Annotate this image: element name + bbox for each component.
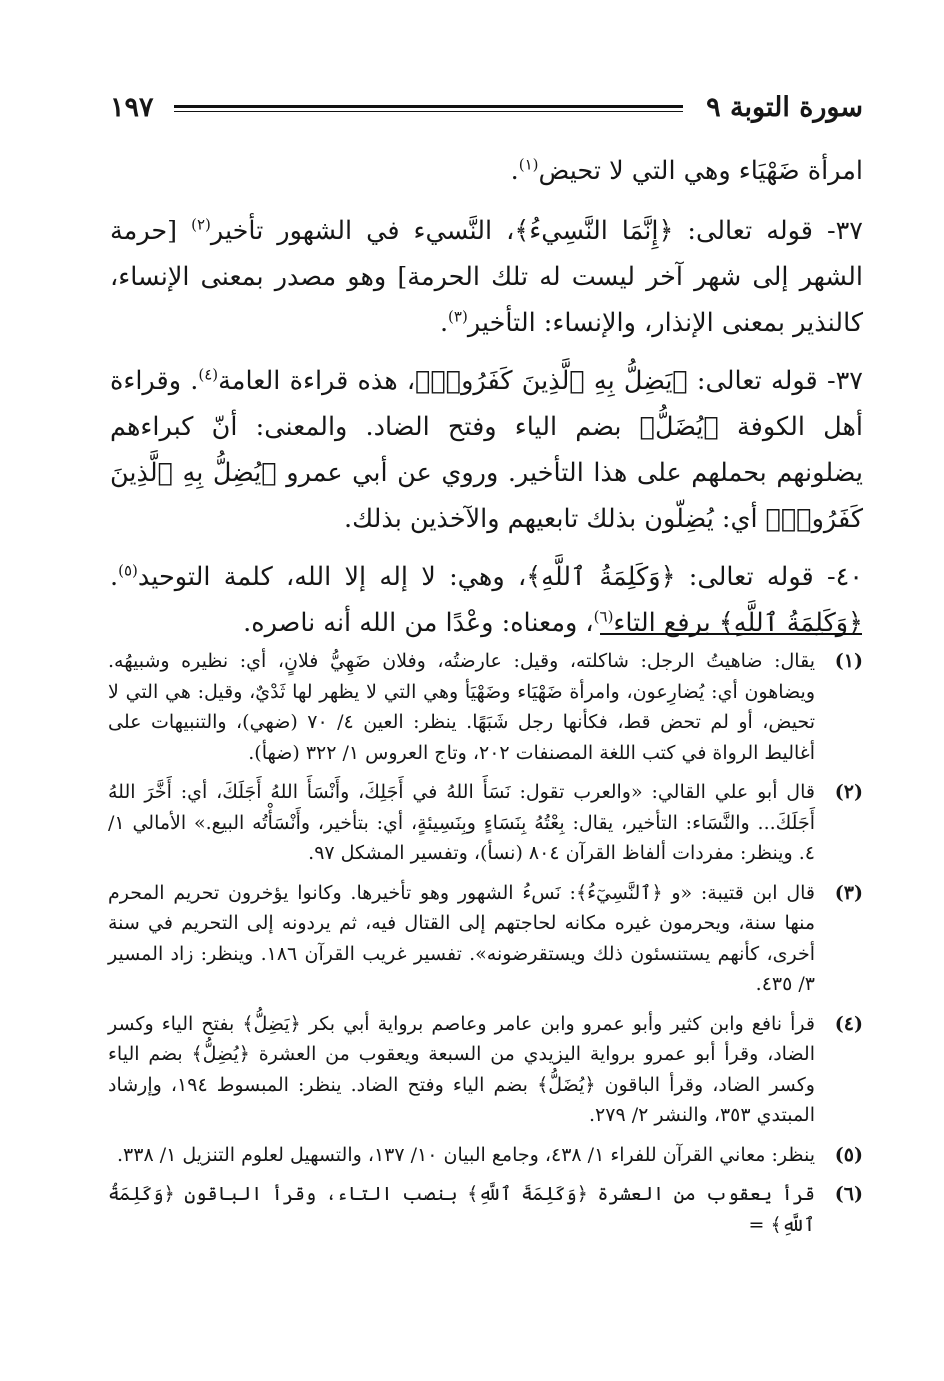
main-text bbox=[110, 148, 863, 646]
page-number: ١٩٧ bbox=[110, 92, 154, 123]
header-rule-thin bbox=[174, 111, 683, 112]
footnote-marker: (٢) bbox=[191, 215, 211, 234]
footnote-marker: (٣) bbox=[448, 307, 468, 326]
footnote-number: (٣) bbox=[834, 881, 863, 904]
page-header bbox=[110, 86, 863, 132]
footnote-3 bbox=[108, 878, 863, 1000]
footnote-text: ينظر: معاني القرآن للفراء ١/ ٤٣٨، وجامع البيان ١٠/ ١٣٧، والتسهيل لعلوم التنزيل ١/ ٣٣٨. bbox=[117, 1143, 815, 1166]
paragraph-4: ٤٠- قوله تعالى: ﴿وَكَلِمَةُ ٱللَّهِ﴾، وهي: لا إله إلا الله، كلمة التوحيد$^{(٥)}$. ﴿وَكَلِمَةُ ٱللَّهِ﴾ برفع التاء$^{(٦)}$، ومعناه: وعْدًا من الله أنه ناصره. bbox=[110, 561, 863, 638]
header-rule bbox=[174, 105, 683, 108]
footnote-2 bbox=[108, 777, 863, 869]
footnote-6 bbox=[108, 1179, 863, 1240]
footnote-5 bbox=[108, 1140, 863, 1171]
footnote-number: (٢) bbox=[834, 781, 863, 803]
footnote-marker: (٥) bbox=[118, 561, 138, 580]
footnote-1 bbox=[108, 646, 863, 768]
paragraph-1: امرأة ضَهْيَاء وهي التي لا تحيض$^{(١)}$. bbox=[510, 155, 863, 186]
footnote-marker: (٦) bbox=[593, 607, 614, 626]
footnote-text: قال ابن قتيبة: «و ﴿ٱلنَّسِيٓءُ﴾: نَسءُ الشهور وهو تأخيرها. وكانوا يؤخرون تحريم المحرم منها سنة، ويحرمون غيره مكانه لحاجتهم إلى القتال فيه، ثم يردونه إلى التحريم في سنة أخرى، كأنهم يستنسئون ذلك ويستقرضونه». تفسير غريب القرآن ١٨٦. وينظر: زاد المسير ٣/ ٤٣٥. bbox=[108, 881, 815, 995]
footnote-marker: (٤) bbox=[198, 365, 219, 384]
footnote-number: (٥) bbox=[834, 1143, 863, 1166]
surah-title: سورة التوبة ٩ bbox=[706, 92, 863, 123]
footnote-text: قرأ نافع وابن كثير وأبو عمرو وابن عامر وعاصم برواية أبي بكر ﴿يَضِلُّ﴾ بفتح الياء وكسر الضاد، وقرأ أبو عمرو برواية اليزيدي من السبعة ويعقوب من العشرة ﴿يُضِلُّ﴾ بضم الياء وكسر الضاد، وقرأ الباقون ﴿يُضَلُّ﴾ بضم الياء وفتح الضاد. ينظر: المبسوط ١٩٤، وإرشاد المبتدي ٣٥٣، والنشر ٢/ ٢٧٩. bbox=[108, 1012, 815, 1126]
paragraph-3: ٣٧- قوله تعالى: ﴿يَضِلُّ بِهِ ٱلَّذِينَ كَفَرُوا۟﴾، هذه قراءة العامة$^{(٤)}$. وقراءة أهل الكوفة ﴿يُضَلُّ﴾ بضم الياء وفتح الضاد. والمعنى: أنّ كبراءهم يضلونهم بحملهم على هذا التأخير. وروي عن أبي عمرو ﴿يُضِلُّ بِهِ ٱلَّذِينَ كَفَرُوا۟﴾ أي: يُضِلّون بذلك تابعيهم والآخذين بذلك. bbox=[110, 365, 863, 534]
paragraph-2: ٣٧- قوله تعالى: ﴿إِنَّمَا النَّسِيءُ﴾، النَّسيء في الشهور تأخير$^{(٢)}$ [حرمة الشهر إلى شهر آخر ليست له تلك الحرمة] وهو مصدر بمعنى الإنساء، كالنذير بمعنى الإنذار، والإنساء: التأخير$^{(٣)}$. bbox=[110, 215, 864, 338]
footnote-separator bbox=[600, 633, 862, 635]
footnotes bbox=[108, 646, 863, 1249]
footnote-text: قرأ يعقوب من العشرة ﴿وَكَلِمَةَ ٱللَّهِ﴾ بنصب التاء، وقرأ الباقون ﴿وَكَلِمَةُ ٱللَّهِ﴾ = bbox=[108, 1183, 815, 1236]
footnote-4 bbox=[108, 1009, 863, 1131]
footnote-number: (٤) bbox=[834, 1012, 863, 1035]
footnote-text: يقال: ضاهيتُ الرجل: شاكلته، وقيل: عارضتُه، وفلان ضَهِيُّ فلانٍ، أي: نظيره وشبيهُه. ويضاهون أي: يُضارِعون، وامرأة ضَهْيَاء وضَهْيَأ وهي التي لا يظهر لها ثَدْيٌ، وقيل: هي التي لا تحيض، أو لم تحض قط، فكأنها رجل شَبَهًا. ينظر: العين ٤/ ٧٠ (ضهي)، والتنبيهات على أغاليط الرواة في كتب اللغة المصنفات ٢٠٢، وتاج العروس ١/ ٣٢٢ (ضهأ). bbox=[108, 650, 815, 764]
footnote-number: (٦) bbox=[834, 1183, 863, 1205]
footnote-text: قال أبو علي القالي: «والعرب تقول: نَسَأَ اللهُ في أَجَلِكَ، وأَنْسَأَ اللهُ أَجَلَكَ، أي: أَخَّرَ اللهُ أَجَلَكَ... والنَّسَاء: التأخير، يقال: بِعْتُهُ بِنَسَاءٍ وبِنَسِيئةٍ، أي: بتأخير، وأَنْسَأْتُه البيع.» الأمالي ١/ ٤. وينظر: مفردات ألفاظ القرآن ٨٠٤ (نسأ)، وتفسير المشكل ٩٧. bbox=[108, 781, 815, 864]
footnote-number: (١) bbox=[834, 650, 863, 672]
footnote-marker: (١) bbox=[518, 155, 539, 174]
